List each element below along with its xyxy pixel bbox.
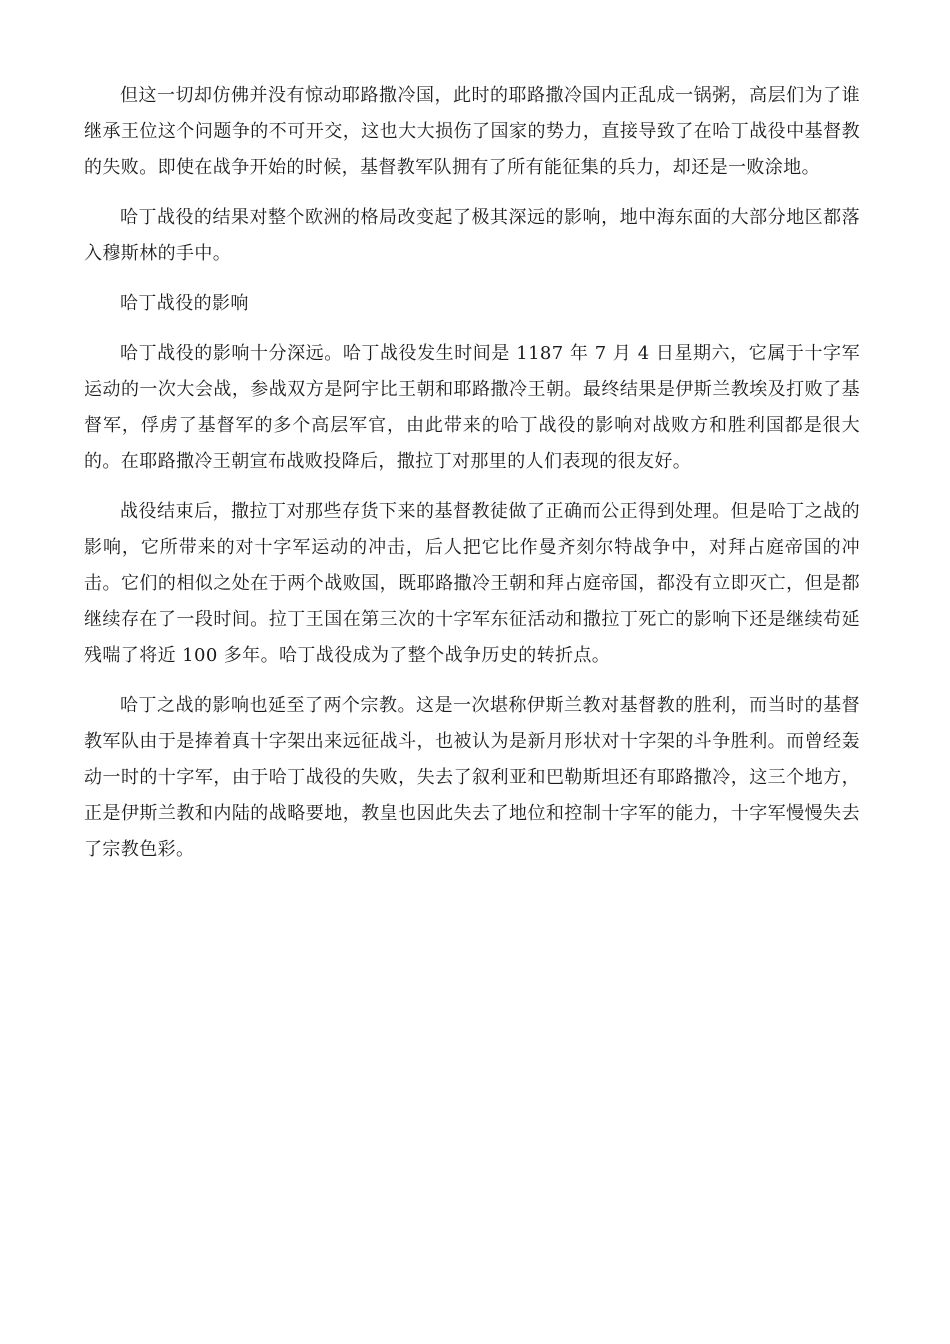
paragraph-jerusalem-turmoil: 但这一切却仿佛并没有惊动耶路撒冷国，此时的耶路撒冷国内正乱成一锅粥，高层们为了谁继承王位这个问题争的不可开交，这也大大损伤了国家的势力，直接导致了在哈丁战役中基督教的失败。即使在战争开始的时候，基督教军队拥有了所有能征集的兵力，却还是一败涂地。 [84, 85, 860, 178]
document-page [84, 78, 860, 882]
section-heading: 哈丁战役的影响 [120, 293, 249, 314]
paragraph-europe-impact: 哈丁战役的结果对整个欧洲的格局改变起了极其深远的影响，地中海东面的大部分地区都落入穆斯林的手中。 [84, 207, 860, 264]
paragraph-religious-impact: 哈丁之战的影响也延至了两个宗教。这是一次堪称伊斯兰教对基督教的胜利，而当时的基督教军队由于是捧着真十字架出来远征战斗，也被认为是新月形状对十字架的斗争胜利。而曾经轰动一时的十字军，由于哈丁战役的失败，失去了叙利亚和巴勒斯坦还有耶路撒冷，这三个地方，正是伊斯兰教和内陆的战略要地，教皇也因此失去了地位和控制十字军的能力，十字军慢慢失去了宗教色彩。 [84, 695, 860, 860]
paragraph-battle-overview: 哈丁战役的影响十分深远。哈丁战役发生时间是 1187 年 7 月 4 日星期六，它属于十字军运动的一次大会战，参战双方是阿宇比王朝和耶路撒冷王朝。最终结果是伊斯兰教埃及打败了基督军，俘虏了基督军的多个高层军官，由此带来的哈丁战役的影响对战败方和胜利国都是很大的。在耶路撒冷王朝宣布战败投降后，撒拉丁对那里的人们表现的很友好。 [84, 343, 860, 472]
paragraph-aftermath: 战役结束后，撒拉丁对那些存货下来的基督教徒做了正确而公正得到处理。但是哈丁之战的影响，它所带来的对十字军运动的冲击，后人把它比作曼齐刻尔特战争中，对拜占庭帝国的冲击。它们的相似之处在于两个战败国，既耶路撒冷王朝和拜占庭帝国，都没有立即灭亡，但是都继续存在了一段时间。拉丁王国在第三次的十字军东征活动和撒拉丁死亡的影响下还是继续苟延残喘了将近 100 多年。哈丁战役成为了整个战争历史的转折点。 [84, 501, 860, 666]
